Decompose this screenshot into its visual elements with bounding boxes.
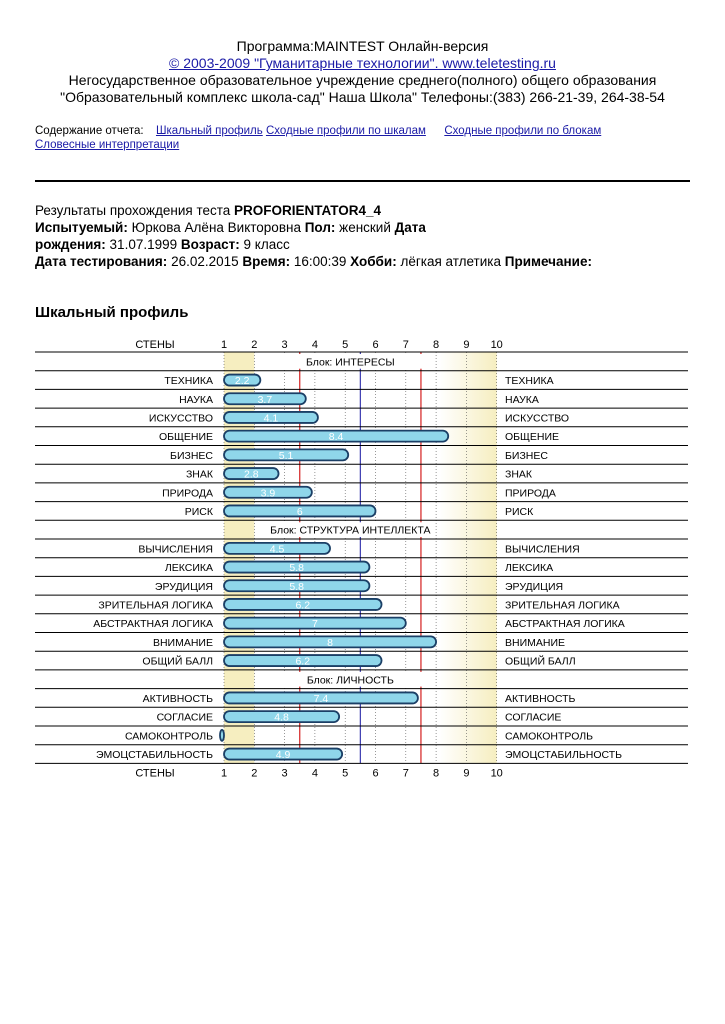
scale-label-left: ИСКУССТВО — [148, 412, 213, 425]
link-similar-profiles-scales[interactable]: Сходные профили по шкалам — [265, 125, 426, 137]
test-date-line — [35, 254, 592, 269]
link-verbal-interpretations[interactable]: Словесные интерпретации — [35, 139, 180, 151]
time-label: Время: — [242, 254, 291, 269]
hobby-label: Хобби: — [350, 254, 397, 269]
bar — [220, 730, 224, 741]
tick-top-8: 8 — [433, 339, 440, 351]
scale-label-left: ВНИМАНИЕ — [152, 636, 213, 649]
scale-label-left: ЭРУДИЦИЯ — [154, 580, 213, 593]
tick-top-3: 3 — [281, 339, 288, 351]
copyright-line — [0, 55, 725, 71]
test-name: PROFORIENTATOR4_4 — [234, 203, 382, 218]
bar-value-label: 6.2 — [295, 655, 311, 668]
tick-bottom-3: 3 — [281, 767, 288, 780]
scale-label-left: САМОКОНТРОЛЬ — [124, 730, 213, 743]
tick-top-1: 1 — [220, 339, 228, 351]
tick-top-7: 7 — [402, 339, 409, 351]
scale-label-left: ТЕХНИКА — [164, 375, 213, 388]
scale-label-left: ОБЩИЙ БАЛЛ — [142, 655, 213, 668]
scale-label-left: ОБЩЕНИЕ — [158, 431, 213, 444]
bar-value-label: 5.1 — [278, 449, 294, 462]
axis-label-top: СТЕНЫ — [135, 339, 175, 351]
bar-value-label: 7.4 — [313, 692, 329, 705]
block-title: Блок: ИНТЕРЕСЫ — [305, 356, 395, 369]
org-line-2: "Образовательный комплекс школа-сад" Наша Школа" Телефоны:(383) 266-21-39, 264-38-54 — [60, 89, 665, 105]
bar-value-label: 5.8 — [289, 580, 305, 593]
bar-value-label: 2.8 — [243, 468, 259, 481]
scale-label-left: ВЫЧИСЛЕНИЯ — [138, 543, 213, 556]
scale-label-right: ЗНАК — [505, 468, 533, 481]
link-scale-profile[interactable]: Шкальный профиль — [155, 125, 263, 137]
divider — [35, 180, 690, 182]
bar-value-label: 4.1 — [263, 412, 279, 425]
bar-value-label: 4.8 — [274, 711, 289, 724]
bar-value-label: 6.2 — [295, 599, 311, 612]
bar-value-label: 2.2 — [234, 375, 250, 388]
axis-label-bottom: СТЕНЫ — [135, 767, 175, 780]
scale-label-right: ЛЕКСИКА — [505, 562, 554, 575]
dob-label-b: рождения: — [35, 237, 106, 252]
dob-value: 31.07.1999 — [105, 237, 181, 252]
block-title: Блок: ЛИЧНОСТЬ — [306, 674, 394, 687]
program-line: Программа:MAINTEST Онлайн-версия — [236, 38, 489, 54]
scale-label-left: ПРИРОДА — [162, 487, 213, 500]
results-prefix: Результаты прохождения теста — [35, 203, 235, 218]
scale-label-right: РИСК — [505, 505, 534, 518]
scale-label-left: ЗНАК — [185, 468, 213, 481]
org-line-1: Негосударственное образовательное учреждение среднего(полного) общего образования — [68, 72, 657, 88]
scale-label-right: ОБЩИЙ БАЛЛ — [505, 655, 576, 668]
block-title: Блок: СТРУКТУРА ИНТЕЛЛЕКТА — [270, 524, 431, 537]
scale-label-left: АБСТРАКТНАЯ ЛОГИКА — [93, 618, 213, 631]
tick-top-6: 6 — [372, 339, 379, 351]
sex-label: Пол: — [304, 220, 336, 235]
sex-value: женский — [335, 220, 395, 235]
scale-label-right: САМОКОНТРОЛЬ — [505, 730, 594, 743]
tick-top-4: 4 — [311, 339, 318, 351]
scale-label-right: ВНИМАНИЕ — [505, 636, 566, 649]
tick-bottom-9: 9 — [463, 767, 470, 780]
scale-profile-chart — [0, 335, 725, 785]
age-value: 9 класс — [239, 237, 290, 252]
tick-top-10: 10 — [490, 339, 503, 351]
scale-label-right: АБСТРАКТНАЯ ЛОГИКА — [505, 618, 625, 631]
scale-label-left: РИСК — [184, 505, 213, 518]
contents-label: Содержание отчета: — [35, 125, 144, 137]
copyright-link[interactable]: © 2003-2009 "Гуманитарные технологии". www.teletesting.ru — [169, 55, 556, 71]
tick-bottom-1: 1 — [220, 767, 228, 780]
scale-label-left: ЭМОЦСТАБИЛЬНОСТЬ — [95, 749, 213, 762]
subject-line — [35, 220, 426, 235]
tick-bottom-4: 4 — [311, 767, 318, 780]
scale-label-left: БИЗНЕС — [170, 449, 213, 462]
bar-value-label: 7 — [311, 618, 318, 631]
results-line — [35, 203, 381, 218]
scale-label-right: СОГЛАСИЕ — [505, 711, 562, 724]
scale-label-left: НАУКА — [179, 393, 213, 406]
date-value: 26.02.2015 — [167, 254, 243, 269]
scale-label-right: ИСКУССТВО — [505, 412, 570, 425]
scale-label-right: ПРИРОДА — [505, 487, 556, 500]
tick-bottom-6: 6 — [372, 767, 379, 780]
note-label: Примечание: — [504, 254, 592, 269]
tick-bottom-2: 2 — [251, 767, 258, 780]
bar-value-label: 8.4 — [328, 431, 344, 444]
scale-label-left: СОГЛАСИЕ — [156, 711, 213, 724]
bar-value-label: 5.8 — [289, 562, 305, 575]
bar-value-label: 3.9 — [260, 487, 276, 500]
scale-label-right: НАУКА — [505, 393, 539, 406]
subject-label: Испытуемый: — [35, 220, 128, 235]
dob-line — [35, 237, 290, 252]
tick-top-5: 5 — [342, 339, 349, 351]
scale-label-right: ЗРИТЕЛЬНАЯ ЛОГИКА — [505, 599, 620, 612]
scale-label-right: БИЗНЕС — [505, 449, 548, 462]
tick-top-2: 2 — [251, 339, 258, 351]
dob-label-a: Дата — [394, 220, 426, 235]
link-similar-profiles-blocks[interactable]: Сходные профили по блокам — [444, 125, 602, 137]
time-value: 16:00:39 — [290, 254, 351, 269]
report-contents — [35, 124, 615, 152]
bar-value-label: 4.5 — [269, 543, 285, 556]
bar-value-label: 6 — [296, 505, 303, 518]
scale-label-left: ЗРИТЕЛЬНАЯ ЛОГИКА — [98, 599, 213, 612]
date-label: Дата тестирования: — [35, 254, 168, 269]
tick-bottom-7: 7 — [402, 767, 409, 780]
age-label: Возраст: — [180, 237, 240, 252]
scale-label-right: ЭРУДИЦИЯ — [505, 580, 564, 593]
scale-label-right: ЭМОЦСТАБИЛЬНОСТЬ — [505, 749, 623, 762]
hobby-value: лёгкая атлетика — [396, 254, 505, 269]
scale-label-right: АКТИВНОСТЬ — [505, 692, 576, 705]
subject-value: Юркова Алёна Викторовна — [127, 220, 305, 235]
tick-bottom-5: 5 — [342, 767, 349, 780]
scale-label-right: ТЕХНИКА — [505, 375, 554, 388]
section-title: Шкальный профиль — [35, 304, 189, 321]
bar-value-label: 8 — [327, 636, 333, 649]
scale-label-right: ВЫЧИСЛЕНИЯ — [505, 543, 580, 556]
scale-label-left: АКТИВНОСТЬ — [142, 692, 213, 705]
bar-value-label: 3.7 — [257, 393, 273, 406]
scale-label-right: ОБЩЕНИЕ — [505, 431, 560, 444]
tick-bottom-10: 10 — [490, 767, 503, 780]
tick-bottom-8: 8 — [433, 767, 440, 780]
scale-label-left: ЛЕКСИКА — [164, 562, 213, 575]
tick-top-9: 9 — [463, 339, 470, 351]
bar-value-label: 4.9 — [275, 749, 291, 762]
